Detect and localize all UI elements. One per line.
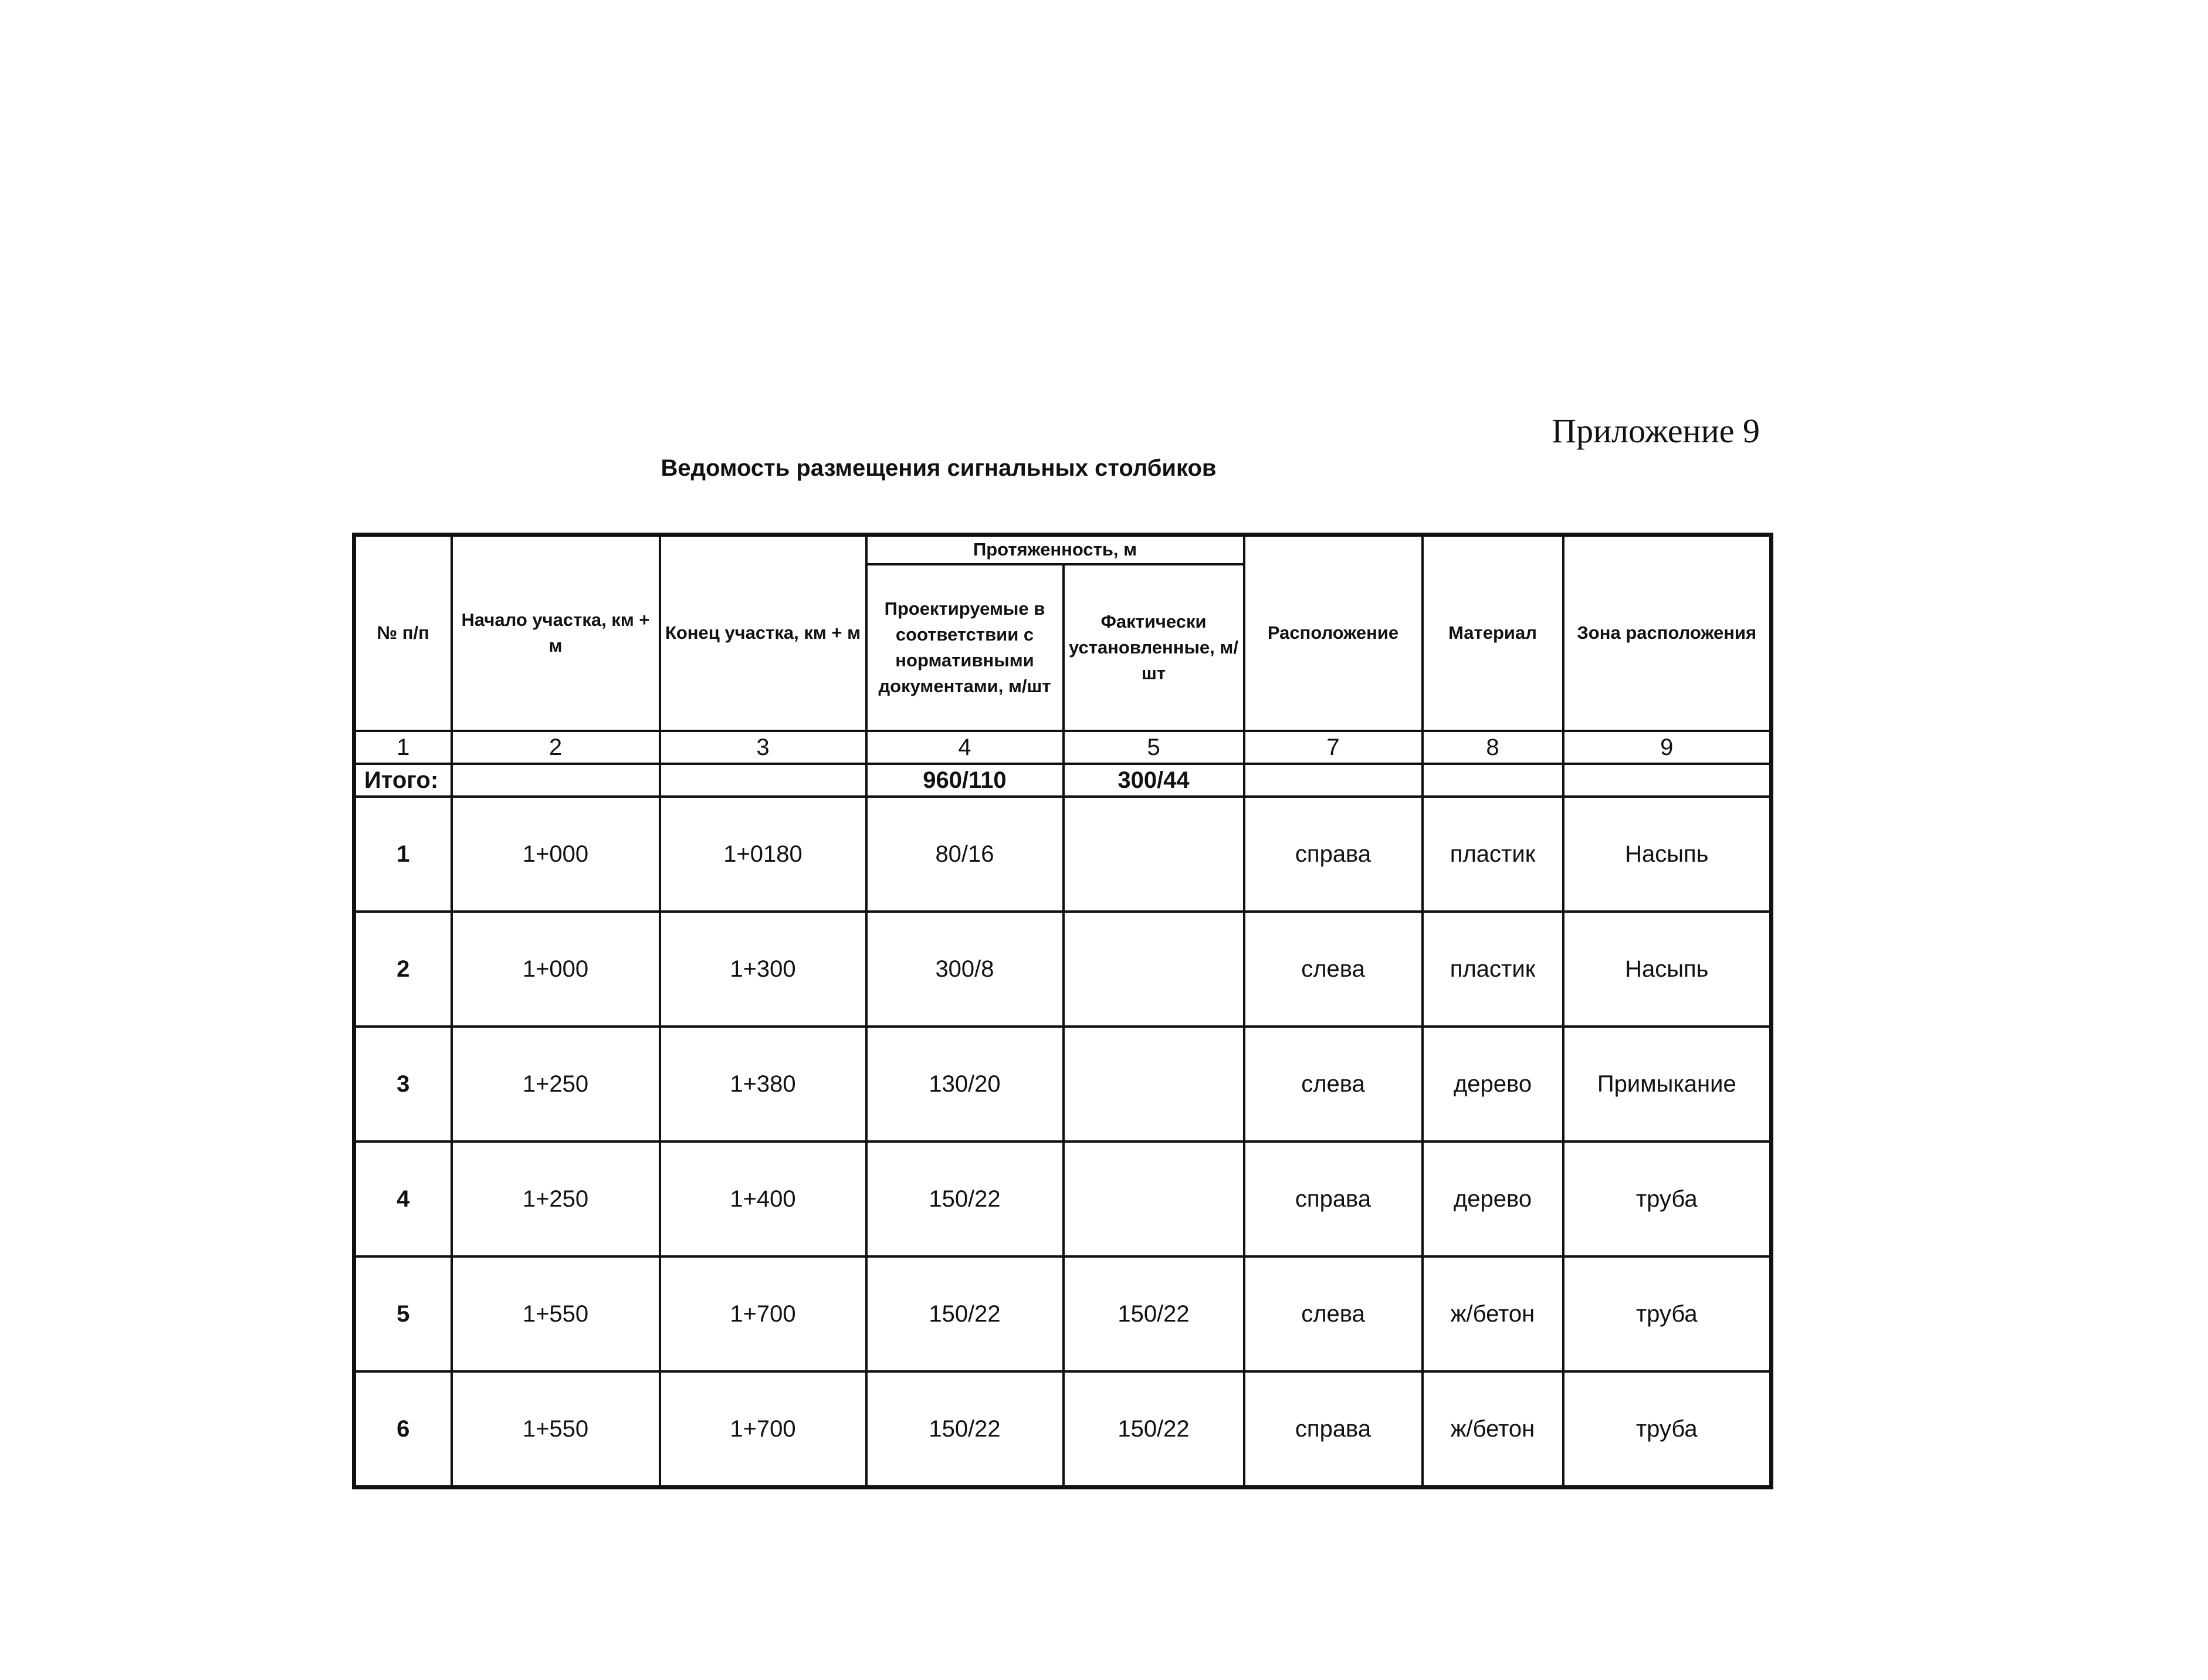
total-empty-cell [660, 764, 866, 797]
header-actual: Фактически установленные, м/шт [1064, 564, 1244, 731]
row-start: 1+250 [452, 1027, 660, 1142]
row-end: 1+380 [660, 1027, 866, 1142]
table-row [354, 1027, 1772, 1142]
row-designed: 80/16 [866, 797, 1064, 912]
row-zone: Насыпь [1563, 797, 1772, 912]
row-index: 6 [354, 1371, 452, 1488]
column-number-row [354, 731, 1772, 764]
row-designed: 150/22 [866, 1371, 1064, 1488]
row-location: справа [1244, 1142, 1423, 1256]
row-actual [1064, 1027, 1244, 1142]
row-zone: труба [1563, 1142, 1772, 1256]
row-designed: 300/8 [866, 912, 1064, 1027]
row-actual [1064, 1142, 1244, 1256]
total-label: Итого: [354, 764, 452, 797]
row-actual [1064, 912, 1244, 1027]
row-location: слева [1244, 912, 1423, 1027]
total-empty-cell [1423, 764, 1563, 797]
row-end: 1+700 [660, 1256, 866, 1371]
row-end: 1+700 [660, 1371, 866, 1488]
row-index: 3 [354, 1027, 452, 1142]
row-zone: труба [1563, 1256, 1772, 1371]
row-material: дерево [1423, 1027, 1563, 1142]
header-zone: Зона расположения [1563, 535, 1772, 731]
row-material: ж/бетон [1423, 1256, 1563, 1371]
total-empty-cell [452, 764, 660, 797]
row-start: 1+550 [452, 1371, 660, 1488]
table-row [354, 1371, 1772, 1488]
row-designed: 150/22 [866, 1256, 1064, 1371]
row-zone: труба [1563, 1371, 1772, 1488]
column-number: 1 [354, 731, 452, 764]
header-designed: Проектируемые в соответствии с нормативными документами, м/шт [866, 564, 1064, 731]
header-end: Конец участка, км + м [660, 535, 866, 731]
header-material: Материал [1423, 535, 1563, 731]
total-row [354, 764, 1772, 797]
total-empty-cell [1563, 764, 1772, 797]
row-location: справа [1244, 797, 1423, 912]
total-designed: 960/110 [866, 764, 1064, 797]
row-index: 1 [354, 797, 452, 912]
column-number: 3 [660, 731, 866, 764]
row-index: 2 [354, 912, 452, 1027]
row-actual [1064, 797, 1244, 912]
row-index: 4 [354, 1142, 452, 1256]
row-location: справа [1244, 1371, 1423, 1488]
column-number: 9 [1563, 731, 1772, 764]
row-actual: 150/22 [1064, 1256, 1244, 1371]
column-number: 2 [452, 731, 660, 764]
total-actual: 300/44 [1064, 764, 1244, 797]
row-end: 1+0180 [660, 797, 866, 912]
column-number: 8 [1423, 731, 1563, 764]
appendix-label: Приложение 9 [1552, 412, 1760, 450]
row-designed: 130/20 [866, 1027, 1064, 1142]
column-number: 4 [866, 731, 1064, 764]
row-location: слева [1244, 1027, 1423, 1142]
total-empty-cell [1244, 764, 1423, 797]
row-material: ж/бетон [1423, 1371, 1563, 1488]
header-location: Расположение [1244, 535, 1423, 731]
signal-posts-table [352, 533, 1773, 1489]
row-start: 1+250 [452, 1142, 660, 1256]
row-end: 1+400 [660, 1142, 866, 1256]
row-material: пластик [1423, 912, 1563, 1027]
row-index: 5 [354, 1256, 452, 1371]
row-material: дерево [1423, 1142, 1563, 1256]
row-location: слева [1244, 1256, 1423, 1371]
table-row [354, 1256, 1772, 1371]
header-start: Начало участка, км + м [452, 535, 660, 731]
row-designed: 150/22 [866, 1142, 1064, 1256]
row-actual: 150/22 [1064, 1371, 1244, 1488]
row-start: 1+000 [452, 912, 660, 1027]
column-number: 7 [1244, 731, 1423, 764]
header-length-group: Протяженность, м [866, 535, 1244, 564]
column-number: 5 [1064, 731, 1244, 764]
row-end: 1+300 [660, 912, 866, 1027]
row-material: пластик [1423, 797, 1563, 912]
table-row [354, 797, 1772, 912]
row-zone: Примыкание [1563, 1027, 1772, 1142]
row-zone: Насыпь [1563, 912, 1772, 1027]
header-index: № п/п [354, 535, 452, 731]
table-row [354, 912, 1772, 1027]
row-start: 1+000 [452, 797, 660, 912]
row-start: 1+550 [452, 1256, 660, 1371]
document-title: Ведомость размещения сигнальных столбиков [661, 455, 1217, 481]
table-header-row-top [354, 535, 1772, 564]
table-row [354, 1142, 1772, 1256]
